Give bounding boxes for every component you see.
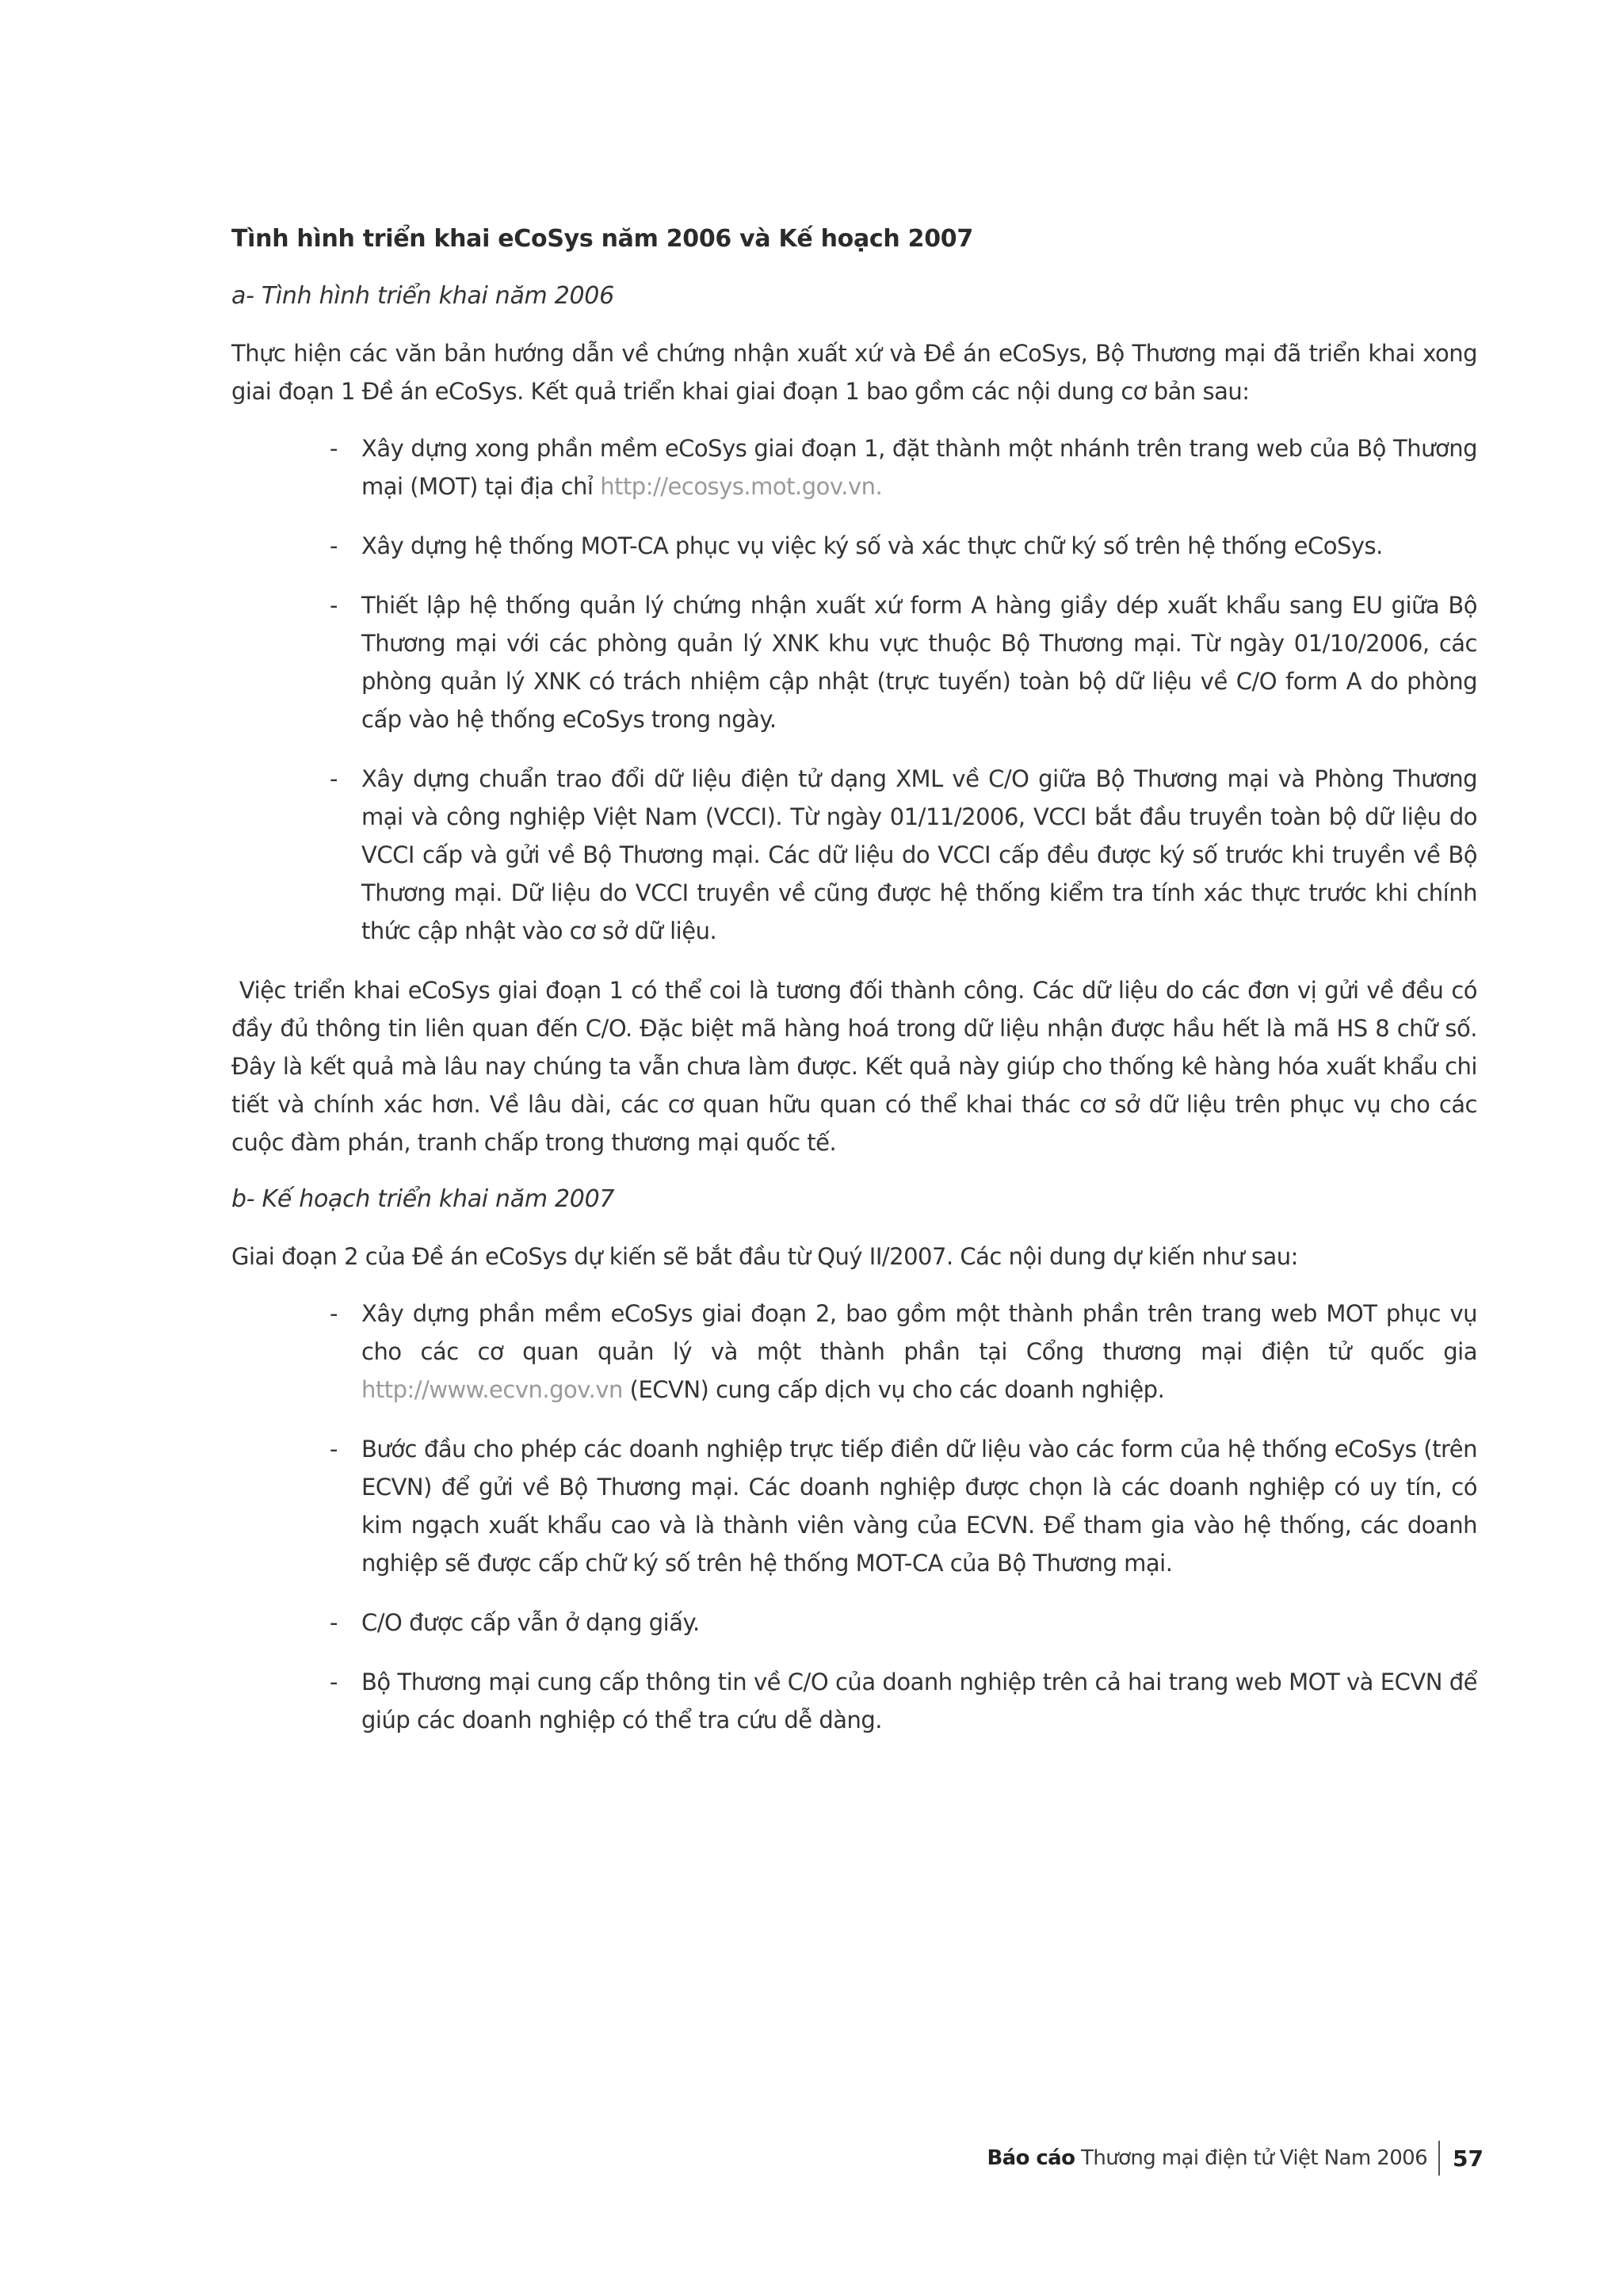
list-item-text: (ECVN) cung cấp dịch vụ cho các doanh nghiệp. <box>622 1376 1165 1403</box>
dash-bullet: - <box>330 1300 338 1327</box>
subsection-a-title: a- Tình hình triển khai năm 2006 <box>231 282 614 310</box>
list-item-text: Thiết lập hệ thống quản lý chứng nhận xuất xứ form A hàng giầy dép xuất khẩu sang EU giữa Bộ Thương mại với các phòng quản lý XNK khu vực thuộc Bộ Thương mại. Từ ngày 01/10/2006, các phòng quản lý XNK có trách nhiệm cập nhật (trực tuyến) toàn bộ dữ liệu về C/O form A do phòng cấp vào hệ thống eCoSys trong ngày. <box>361 592 1477 733</box>
footer-divider <box>1438 2141 1440 2176</box>
footer-title <box>987 2146 1427 2170</box>
list-item-text: Xây dựng chuẩn trao đổi dữ liệu điện tử dạng XML về C/O giữa Bộ Thương mại và Phòng Thương mại và công nghiệp Việt Nam (VCCI). Từ ngày 01/11/2006, VCCI bắt đầu truyền toàn bộ dữ liệu do VCCI cấp và gửi về Bộ Thương mại. Các dữ liệu do VCCI cấp đều được ký số trước khi truyền về Bộ Thương mại. Dữ liệu do VCCI truyền về cũng được hệ thống kiểm tra tính xác thực trước khi chính thức cập nhật vào cơ sở dữ liệu. <box>361 765 1477 944</box>
subsection-b-title: b- Kế hoạch triển khai năm 2007 <box>231 1185 615 1213</box>
dash-bullet: - <box>330 1669 338 1695</box>
dash-bullet: - <box>330 532 338 559</box>
dash-bullet: - <box>330 765 338 792</box>
main-content <box>231 220 1484 1760</box>
list-item-text: Bước đầu cho phép các doanh nghiệp trực tiếp điền dữ liệu vào các form của hệ thống eCoSys (trên ECVN) để gửi về Bộ Thương mại. Các doanh nghiệp được chọn là các doanh nghiệp có uy tín, có kim ngạch xuất khẩu cao và là thành viên vàng của ECVN. Để tham gia vào hệ thống, các doanh nghiệp sẽ được cấp chữ ký số trên hệ thống MOT-CA của Bộ Thương mại. <box>361 1436 1477 1577</box>
list-item <box>231 527 1477 565</box>
list-item <box>231 1604 1477 1642</box>
list-item-text: Xây dựng phần mềm eCoSys giai đoạn 2, bao gồm một thành phần trên trang web MOT phục vụ cho các cơ quan quản lý và một thành phần tại Cổng thương mại điện tử quốc gia <box>361 1300 1477 1365</box>
subsection-b-intro: Giai đoạn 2 của Đề án eCoSys dự kiến sẽ bắt đầu từ Quý II/2007. Các nội dung dự kiến như sau: <box>231 1243 1298 1270</box>
list-item-text: Xây dựng hệ thống MOT-CA phục vụ việc ký số và xác thực chữ ký số trên hệ thống eCoSys. <box>361 532 1383 559</box>
list-item <box>231 586 1477 738</box>
footer-title-rest: Thương mại điện tử Việt Nam 2006 <box>1075 2146 1428 2170</box>
dash-bullet: - <box>330 1436 338 1463</box>
ecvn-link[interactable]: http://www.ecvn.gov.vn <box>361 1376 623 1403</box>
dash-bullet: - <box>330 435 338 462</box>
subsection-a-intro: Thực hiện các văn bản hướng dẫn về chứng nhận xuất xứ và Đề án eCoSys, Bộ Thương mại đã triển khai xong giai đoạn 1 Đề án eCoSys. Kết quả triển khai giai đoạn 1 bao gồm các nội dung cơ bản sau: <box>231 340 1477 405</box>
subsection-a-conclusion: Việc triển khai eCoSys giai đoạn 1 có thể coi là tương đối thành công. Các dữ liệu do các đơn vị gửi về đều có đầy đủ thông tin liên quan đến C/O. Đặc biệt mã hàng hoá trong dữ liệu nhận được hầu hết là mã HS 8 chữ số. Đây là kết quả mà lâu nay chúng ta vẫn chưa làm được. Kết quả này giúp cho thống kê hàng hóa xuất khẩu chi tiết và chính xác hơn. Về lâu dài, các cơ quan hữu quan có thể khai thác cơ sở dữ liệu trên phục vụ cho các cuộc đàm phán, tranh chấp trong thương mại quốc tế. <box>231 977 1484 1156</box>
dash-bullet: - <box>330 1609 338 1636</box>
subsection-b-list <box>231 1295 1477 1739</box>
list-item <box>231 1295 1477 1409</box>
list-item-text: Xây dựng xong phần mềm eCoSys giai đoạn 1, đặt thành một nhánh trên trang web của Bộ Thương mại (MOT) tại địa chỉ <box>361 435 1477 500</box>
list-item <box>231 1430 1477 1582</box>
subsection-a-list <box>231 429 1477 950</box>
list-item-text: C/O được cấp vẫn ở dạng giấy. <box>361 1609 700 1636</box>
page-footer <box>987 2141 1484 2176</box>
page-number: 57 <box>1453 2145 1484 2172</box>
list-item <box>231 1663 1477 1739</box>
list-item <box>231 760 1477 950</box>
dash-bullet: - <box>330 592 338 619</box>
ecosys-link[interactable]: http://ecosys.mot.gov.vn. <box>600 473 883 500</box>
list-item <box>231 429 1477 505</box>
list-item-text: Bộ Thương mại cung cấp thông tin về C/O của doanh nghiệp trên cả hai trang web MOT và ECVN để giúp các doanh nghiệp có thể tra cứu dễ dàng. <box>361 1669 1477 1733</box>
footer-title-bold: Báo cáo <box>987 2146 1075 2170</box>
section-heading: Tình hình triển khai eCoSys năm 2006 và Kế hoạch 2007 <box>231 225 973 253</box>
